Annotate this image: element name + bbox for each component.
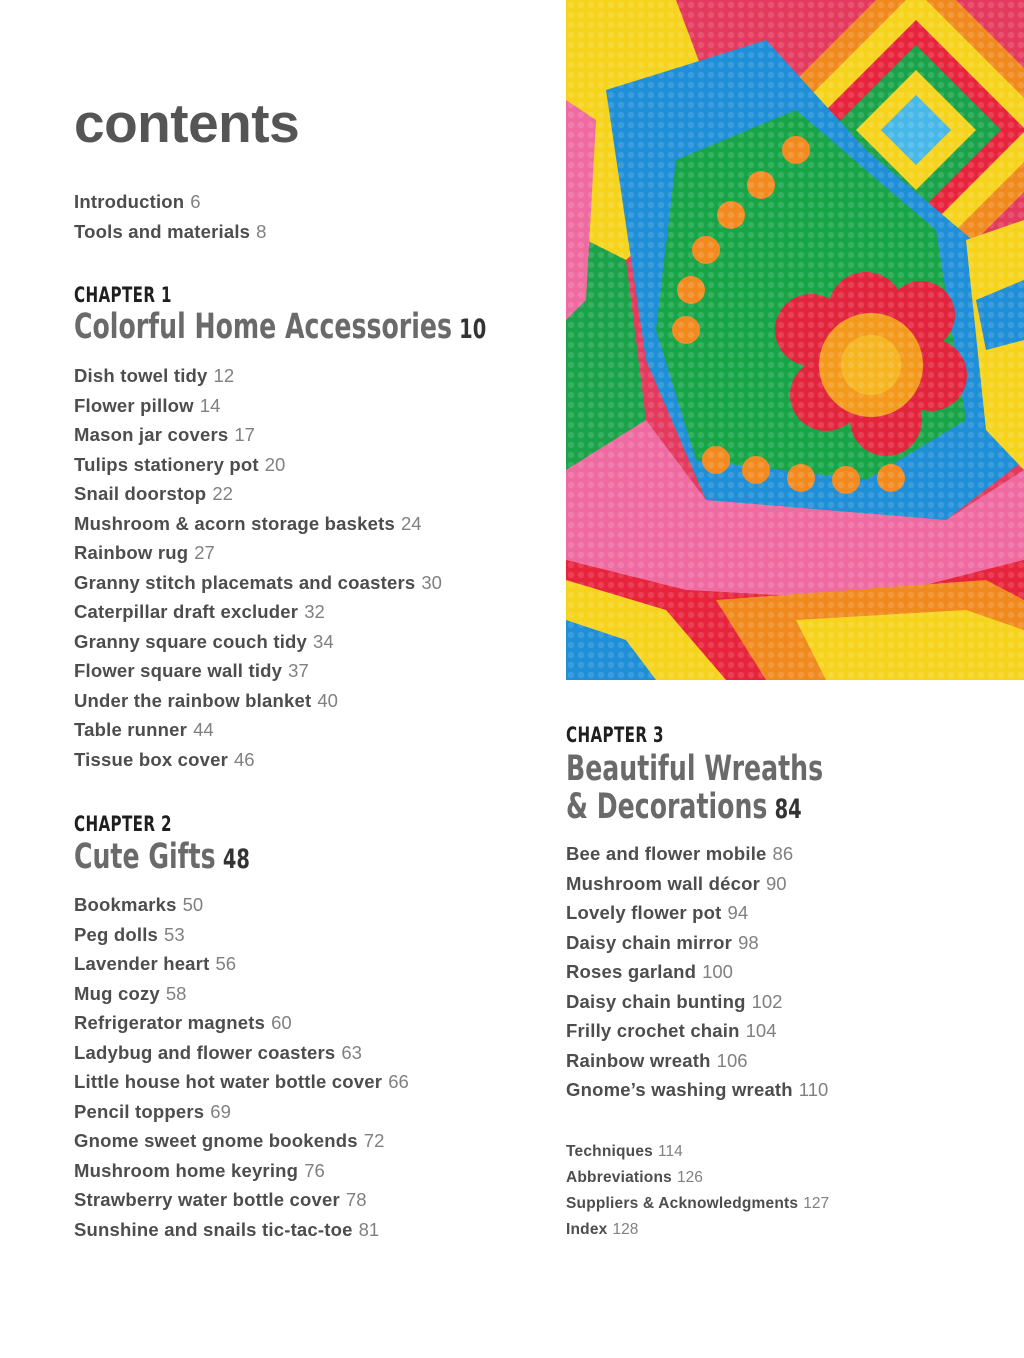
back-matter-list — [566, 1139, 829, 1243]
toc-entry — [74, 361, 442, 391]
entry-page-number: 76 — [304, 1159, 325, 1181]
entry-page-number: 53 — [164, 923, 185, 945]
entry-page-number: 90 — [765, 872, 787, 894]
entry-page-number: 17 — [234, 424, 255, 445]
toc-entry — [74, 656, 442, 686]
toc-entry — [74, 890, 409, 920]
entry-page-number: 110 — [798, 1079, 829, 1100]
entry-page-number: 14 — [199, 394, 221, 416]
chapter3-title-line1: Beautiful Wreaths — [566, 749, 824, 789]
entry-page-number: 104 — [745, 1020, 777, 1041]
entry-title: Little house hot water bottle cover — [74, 1071, 383, 1092]
entry-title: Daisy chain mirror — [566, 931, 733, 953]
toc-entry — [566, 898, 828, 928]
entry-title: Tulips stationery pot — [74, 453, 259, 475]
chapter3-label: CHAPTER 3 — [566, 723, 664, 747]
entry-page-number: 24 — [400, 512, 422, 534]
toc-entry — [566, 1016, 828, 1046]
entry-title: Lovely flower pot — [566, 902, 722, 923]
entry-page-number: 66 — [388, 1071, 409, 1092]
entry-title: Granny square couch tidy — [74, 630, 308, 652]
entry-title: Daisy chain bunting — [566, 990, 746, 1012]
chapter1-label: CHAPTER 1 — [74, 283, 172, 307]
entry-title: Bee and flower mobile — [566, 843, 767, 864]
entry-page-number: 6 — [190, 191, 201, 212]
entry-title: Flower pillow — [74, 394, 194, 416]
chapter1-page: 10 — [459, 314, 487, 345]
page-title: contents — [74, 92, 300, 154]
entry-page-number: 114 — [657, 1143, 683, 1160]
entry-title: Frilly crochet chain — [566, 1020, 740, 1041]
entry-title: Mushroom home keyring — [74, 1159, 299, 1181]
entry-title: Granny stitch placemats and coasters — [74, 571, 416, 593]
toc-entry — [74, 509, 442, 539]
toc-entry — [74, 1097, 409, 1127]
entry-page-number: 50 — [182, 894, 204, 915]
chapter2-entries — [74, 890, 409, 1244]
entry-page-number: 78 — [345, 1189, 367, 1210]
entry-title: Mug cozy — [74, 982, 160, 1004]
entry-page-number: 37 — [288, 660, 309, 681]
entry-title: Peg dolls — [74, 923, 159, 945]
entry-title: Lavender heart — [74, 953, 210, 974]
entry-page-number: 30 — [421, 571, 442, 593]
entry-title: Introduction — [74, 191, 185, 212]
toc-entry — [74, 420, 442, 450]
entry-page-number: 94 — [727, 902, 749, 923]
entry-title: Snail doorstop — [74, 483, 207, 504]
toc-entry — [566, 1046, 828, 1076]
toc-entry — [74, 745, 442, 775]
toc-entry — [566, 928, 828, 958]
toc-entry — [566, 839, 828, 869]
entry-page-number: 32 — [304, 601, 325, 622]
entry-title: Flower square wall tidy — [74, 660, 283, 681]
chapter2-title-text: Cute Gifts — [74, 837, 216, 877]
entry-title: Abbreviations — [566, 1169, 672, 1186]
chapter3-title — [566, 788, 802, 827]
entry-page-number: 69 — [210, 1100, 231, 1122]
chapter2-page: 48 — [222, 844, 250, 875]
crochet-blanket-illustration — [566, 0, 1024, 680]
entry-title: Mushroom wall décor — [566, 872, 760, 894]
entry-title: Under the rainbow blanket — [74, 689, 312, 711]
entry-title: Table runner — [74, 719, 188, 740]
entry-title: Strawberry water bottle cover — [74, 1189, 340, 1210]
entry-page-number: 86 — [772, 843, 794, 864]
toc-entry — [74, 1067, 409, 1097]
entry-title: Techniques — [566, 1143, 653, 1160]
entry-page-number: 46 — [234, 748, 255, 770]
entry-title: Index — [566, 1221, 608, 1238]
toc-entry — [566, 1217, 829, 1243]
chapter2-title — [74, 838, 250, 877]
chapter1-title — [74, 308, 486, 347]
toc-entry — [74, 568, 442, 598]
entry-title: Refrigerator magnets — [74, 1012, 266, 1033]
toc-entry — [74, 479, 442, 509]
toc-entry — [74, 1185, 409, 1215]
entry-page-number: 60 — [271, 1012, 292, 1033]
toc-entry — [74, 450, 442, 480]
toc-entry — [566, 957, 828, 987]
entry-title: Sunshine and snails tic-tac-toe — [74, 1218, 353, 1240]
toc-entry — [566, 1075, 828, 1105]
chapter3-title-line2: & Decorations — [566, 787, 768, 827]
toc-entry — [566, 987, 828, 1017]
entry-title: Rainbow wreath — [566, 1049, 711, 1071]
entry-page-number: 12 — [213, 365, 235, 386]
toc-entry — [74, 391, 442, 421]
front-matter-list — [74, 187, 266, 246]
entry-page-number: 58 — [165, 982, 187, 1004]
entry-title: Gnome sweet gnome bookends — [74, 1130, 358, 1151]
toc-entry — [74, 1038, 409, 1068]
crochet-blanket-photo — [566, 0, 1024, 680]
entry-page-number: 102 — [751, 990, 783, 1012]
toc-entry — [74, 538, 442, 568]
entry-title: Mushroom & acorn storage baskets — [74, 512, 395, 534]
entry-page-number: 20 — [264, 453, 286, 475]
entry-page-number: 8 — [256, 220, 267, 242]
entry-title: Dish towel tidy — [74, 365, 208, 386]
entry-page-number: 56 — [215, 953, 237, 974]
toc-entry — [74, 1126, 409, 1156]
entry-page-number: 72 — [363, 1130, 385, 1151]
toc-entry — [74, 715, 442, 745]
entry-page-number: 22 — [212, 483, 233, 504]
chapter2-label: CHAPTER 2 — [74, 812, 172, 836]
entry-page-number: 81 — [358, 1218, 380, 1240]
entry-page-number: 34 — [313, 630, 334, 652]
toc-entry — [74, 217, 266, 247]
toc-entry — [74, 187, 266, 217]
entry-title: Tools and materials — [74, 220, 251, 242]
toc-entry — [74, 949, 409, 979]
entry-page-number: 27 — [194, 542, 215, 563]
toc-entry — [74, 597, 442, 627]
chapter3-page: 84 — [774, 794, 802, 825]
toc-entry — [566, 1165, 829, 1191]
entry-title: Rainbow rug — [74, 542, 189, 563]
entry-page-number: 128 — [612, 1221, 639, 1238]
toc-entry — [74, 979, 409, 1009]
entry-title: Ladybug and flower coasters — [74, 1041, 336, 1063]
toc-entry — [74, 920, 409, 950]
entry-title: Suppliers & Acknowledgments — [566, 1195, 799, 1212]
entry-page-number: 44 — [193, 719, 214, 740]
chapter3-entries — [566, 839, 828, 1105]
entry-title: Mason jar covers — [74, 424, 229, 445]
toc-entry — [74, 627, 442, 657]
entry-page-number: 63 — [341, 1041, 362, 1063]
chapter1-entries — [74, 361, 442, 774]
toc-entry — [74, 1008, 409, 1038]
toc-entry — [566, 1139, 829, 1165]
entry-title: Roses garland — [566, 961, 697, 982]
toc-entry — [74, 1215, 409, 1245]
toc-entry — [74, 686, 442, 716]
entry-title: Bookmarks — [74, 894, 177, 915]
entry-title: Pencil toppers — [74, 1100, 205, 1122]
entry-title: Caterpillar draft excluder — [74, 601, 299, 622]
entry-page-number: 98 — [738, 931, 759, 953]
entry-page-number: 100 — [702, 961, 733, 982]
entry-page-number: 126 — [676, 1169, 703, 1186]
chapter1-title-text: Colorful Home Accessories — [74, 307, 452, 347]
entry-title: Gnome’s washing wreath — [566, 1079, 793, 1100]
toc-entry — [74, 1156, 409, 1186]
entry-page-number: 127 — [803, 1195, 830, 1212]
toc-entry — [566, 869, 828, 899]
entry-page-number: 40 — [317, 689, 338, 711]
entry-title: Tissue box cover — [74, 748, 229, 770]
toc-entry — [566, 1191, 829, 1217]
entry-page-number: 106 — [716, 1049, 748, 1071]
